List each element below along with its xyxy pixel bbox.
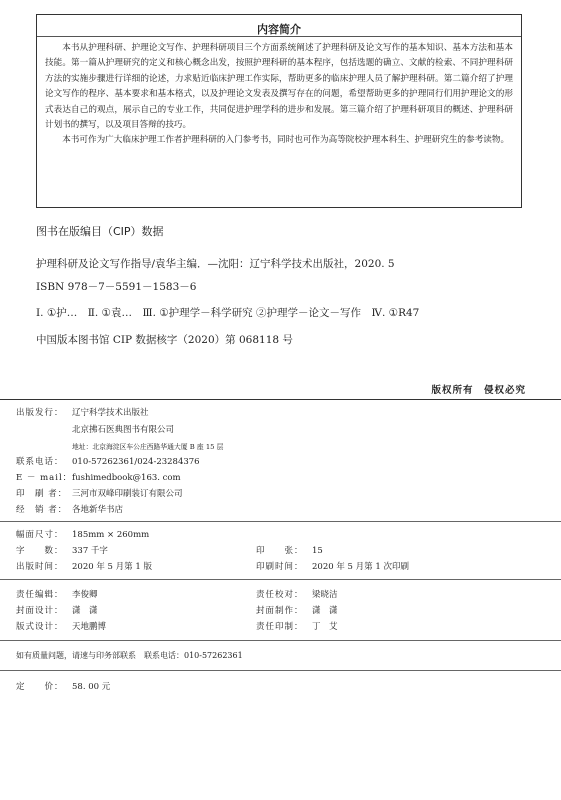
distributor-value: 各地新华书店 bbox=[72, 505, 124, 515]
cover-design-row bbox=[16, 604, 98, 616]
cip-record-line: 中国版本图书馆 CIP 数据核字（2020）第 068118 号 bbox=[36, 334, 293, 346]
printdate-row bbox=[256, 560, 409, 572]
divider bbox=[0, 640, 561, 641]
pubdate-label: 出版时间： bbox=[16, 562, 64, 572]
size-row bbox=[16, 528, 149, 540]
printer-label: 印 刷 者： bbox=[16, 489, 68, 499]
divider bbox=[0, 579, 561, 580]
divider bbox=[0, 670, 561, 671]
cover-make-row bbox=[256, 604, 338, 616]
email-value: fushimedbook@163. com bbox=[72, 473, 181, 483]
words-value: 337 千字 bbox=[72, 546, 108, 556]
cip-heading: 图书在版编目（CIP）数据 bbox=[36, 225, 164, 238]
size-value: 185mm × 260mm bbox=[72, 530, 150, 540]
phone-label: 联系电话： bbox=[16, 457, 64, 467]
editor-value: 李俊卿 bbox=[72, 590, 98, 600]
print-responsible-value: 丁 艾 bbox=[312, 622, 338, 632]
co-publisher-value: 北京拂石医典图书有限公司 bbox=[72, 425, 175, 435]
publisher-row bbox=[16, 406, 149, 418]
editor-row bbox=[16, 588, 98, 600]
size-label: 幅面尺寸： bbox=[16, 530, 64, 540]
words-label: 字 数： bbox=[16, 546, 64, 556]
sheets-row bbox=[256, 544, 323, 556]
copyright-notice: 版权所有 侵权必究 bbox=[431, 385, 526, 396]
address-row bbox=[72, 441, 223, 451]
pubdate-value: 2020 年 5 月第 1 版 bbox=[72, 562, 152, 572]
words-row bbox=[16, 544, 108, 556]
intro-title-divider bbox=[37, 36, 521, 37]
price-row bbox=[16, 680, 110, 692]
intro-title: 内容简介 bbox=[257, 23, 301, 36]
intro-box bbox=[36, 14, 522, 208]
co-publisher-row bbox=[72, 423, 174, 435]
quality-note: 如有质量问题，请速与印务部联系 联系电话：010-57262361 bbox=[16, 651, 243, 660]
cover-design-label: 封面设计： bbox=[16, 606, 64, 616]
layout-design-value: 天地鹏博 bbox=[72, 622, 107, 632]
price-value: 58. 00 元 bbox=[72, 682, 111, 692]
publisher-value: 辽宁科学技术出版社 bbox=[72, 408, 149, 418]
intro-paragraph-1: 本书从护理科研、护理论文写作、护理科研项目三个方面系统阐述了护理科研及论文写作的基本知识、基本方法和基本技能。第一篇从护理研究的定义和核心概念出发，按照护理科研的基本程序，包括选题的确立、文献的检索、不同护理科研方法的实施步骤进行详细的论述，力求贴近临床护理工作实际，帮助更多的临床护理人员了解护理科研。第二篇介绍了护理论文写作的程序、基本要求和基本格式，以及护理论文发表及撰写存在的问题，希望帮助更多的护理同行们用护理论文的形式表达自己的观点，展示自己的专业工作，共同促进护理学科的进步和发展。第三篇介绍了护理科研项目的概述、护理科研计划书的撰写，以及项目答辩的技巧。 bbox=[45, 43, 513, 131]
pubdate-row bbox=[16, 560, 152, 572]
layout-design-row bbox=[16, 620, 106, 632]
price-label: 定 价： bbox=[16, 682, 64, 692]
proofreader-row bbox=[256, 588, 338, 600]
distributor-label: 经 销 者： bbox=[16, 505, 68, 515]
printer-value: 三河市双峰印刷装订有限公司 bbox=[72, 489, 183, 499]
cip-classification-line: Ⅰ. ①护… Ⅱ. ①袁… Ⅲ. ①护理学－科学研究 ②护理学－论文－写作 Ⅳ. ①R47 bbox=[36, 307, 420, 319]
divider bbox=[0, 521, 561, 522]
cover-make-label: 封面制作： bbox=[256, 606, 304, 616]
intro-body bbox=[45, 41, 513, 149]
proofreader-label: 责任校对： bbox=[256, 590, 304, 600]
cover-design-value: 潇 潇 bbox=[72, 606, 98, 616]
cip-isbn-line: ISBN 978－7－5591－1583－6 bbox=[36, 281, 197, 293]
printdate-value: 2020 年 5 月第 1 次印刷 bbox=[312, 562, 409, 572]
cover-make-value: 潇 潇 bbox=[312, 606, 338, 616]
divider bbox=[0, 399, 561, 400]
printdate-label: 印刷时间： bbox=[256, 562, 304, 572]
layout-design-label: 版式设计： bbox=[16, 622, 64, 632]
email-label: E － mail： bbox=[16, 473, 73, 483]
publisher-label: 出版发行： bbox=[16, 408, 64, 418]
distributor-row bbox=[16, 503, 123, 515]
proofreader-value: 梁晓洁 bbox=[312, 590, 338, 600]
intro-paragraph-2: 本书可作为广大临床护理工作者护理科研的入门参考书，同时也可作为高等院校护理本科生、护理研究生的参考读物。 bbox=[62, 135, 510, 146]
sheets-value: 15 bbox=[312, 546, 323, 556]
print-responsible-row bbox=[256, 620, 338, 632]
cip-title-line: 护理科研及论文写作指导/袁华主编．—沈阳：辽宁科学技术出版社，2020. 5 bbox=[36, 258, 395, 270]
editor-label: 责任编辑： bbox=[16, 590, 64, 600]
print-responsible-label: 责任印制： bbox=[256, 622, 304, 632]
sheets-label: 印 张： bbox=[256, 546, 304, 556]
address-value: 地址：北京海淀区车公庄西路华通大厦 B 座 15 层 bbox=[72, 443, 224, 451]
phone-row bbox=[16, 455, 200, 467]
phone-value: 010-57262361/024-23284376 bbox=[72, 457, 200, 467]
email-row bbox=[16, 471, 181, 483]
printer-row bbox=[16, 487, 183, 499]
